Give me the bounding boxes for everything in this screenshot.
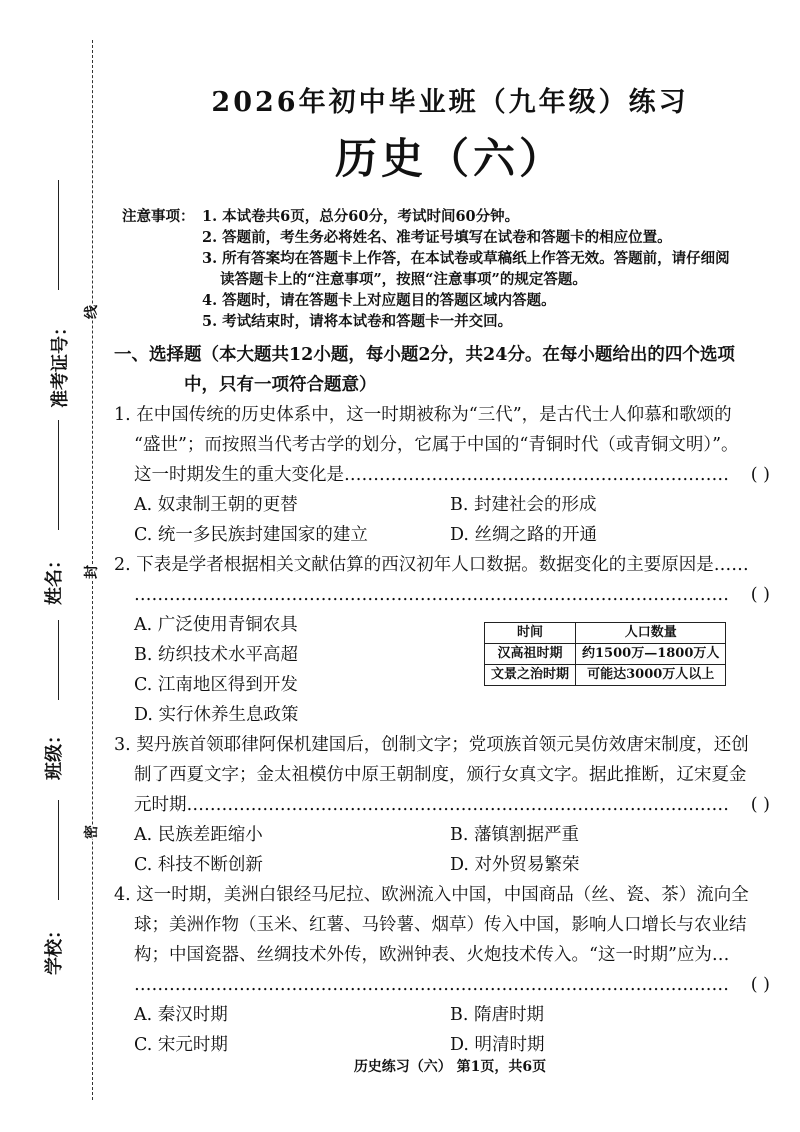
option-c: C. 江南地区得到开发	[134, 675, 298, 695]
section-heading	[114, 340, 782, 400]
school-label: 学校：	[44, 921, 65, 975]
name-line	[58, 420, 59, 530]
note-item: 5. 考试结束时，请将本试卷和答题卡一并交回。	[202, 313, 513, 330]
option-d: D. 实行休养生息政策	[134, 705, 299, 725]
note-item: 4. 答题时，请在答题卡上对应题目的答题区域内答题。	[202, 292, 556, 309]
question-text: …………………………………………………………………………………………	[134, 585, 729, 605]
table-row	[485, 644, 726, 665]
question-text: 2. 下表是学者根据相关文献估算的西汉初年人口数据。数据变化的主要原因是……	[114, 555, 749, 575]
table-cell: 约1500万—1800万人	[576, 644, 726, 665]
option-c: C. 宋元时期	[134, 1035, 228, 1055]
option-c: C. 科技不断创新	[134, 855, 263, 875]
note-item: 2. 答题前，考生务必将姓名、准考证号填写在试卷和答题卡的相应位置。	[202, 229, 672, 246]
exam-title: 2026年初中毕业班（九年级）练习	[211, 87, 689, 118]
answer-paren: ( )	[750, 795, 770, 815]
binding-margin	[0, 0, 110, 1132]
table-header: 时间	[485, 623, 576, 644]
answer-paren: ( )	[750, 975, 770, 995]
class-label: 班级：	[44, 726, 65, 780]
option-c: C. 统一多民族封建国家的建立	[134, 525, 368, 545]
subject-title: 历史（六）	[334, 134, 565, 183]
question-1	[114, 400, 782, 550]
table-cell: 文景之治时期	[485, 665, 576, 686]
population-table	[484, 622, 726, 686]
class-line	[58, 620, 59, 700]
page-footer: 历史练习（六） 第1页，共6页	[353, 1059, 547, 1075]
options	[114, 1000, 782, 1060]
option-a: A. 秦汉时期	[134, 1005, 228, 1025]
option-b: B. 隋唐时期	[450, 1005, 544, 1025]
question-text: 1. 在中国传统的历史体系中，这一时期被称为“三代”，是古代士人仰慕和歌颂的	[114, 405, 732, 425]
option-b: B. 藩镇割据严重	[450, 825, 579, 845]
option-a: A. 奴隶制王朝的更替	[134, 495, 298, 515]
question-2	[114, 550, 782, 730]
note-item: 1. 本试卷共6页，总分60分，考试时间60分钟。	[202, 208, 520, 225]
seal-mark-feng: 封	[79, 565, 103, 579]
option-a: A. 民族差距缩小	[134, 825, 263, 845]
name-label: 姓名：	[44, 551, 65, 605]
table-header: 人口数量	[576, 623, 726, 644]
note-item-continued: 读答题卡上的“注意事项”，按照“注意事项”的规定答题。	[220, 271, 587, 288]
answer-paren: ( )	[750, 585, 770, 605]
question-3	[114, 730, 782, 880]
question-text: 球；美洲作物（玉米、红薯、马铃薯、烟草）传入中国，影响人口增长与农业结	[134, 915, 747, 935]
option-b: B. 封建社会的形成	[450, 495, 597, 515]
table-row	[485, 665, 726, 686]
school-line	[58, 800, 59, 900]
option-d: D. 对外贸易繁荣	[450, 855, 580, 875]
exam-number-label: 准考证号：	[50, 318, 71, 408]
question-text: “盛世”；而按照当代考古学的划分，它属于中国的“青铜时代（或青铜文明）”。	[134, 435, 739, 455]
option-a: A. 广泛使用青铜农具	[134, 615, 298, 635]
question-text: …………………………………………………………………………………………	[134, 975, 729, 995]
notes-block	[122, 206, 782, 332]
options	[114, 820, 782, 880]
question-text: 元时期…………………………………………………………………………………	[134, 795, 729, 815]
notes-label: 注意事项：	[122, 208, 195, 225]
option-d: D. 丝绸之路的开通	[450, 525, 598, 545]
note-item: 3. 所有答案均在答题卡上作答，在本试卷或草稿纸上作答无效。答题前，请仔细阅	[202, 250, 730, 267]
question-area	[114, 340, 782, 1060]
question-text: 3. 契丹族首领耶律阿保机建国后，创制文字；党项族首领元昊仿效唐宋制度，还创	[114, 735, 749, 755]
table-cell: 汉高祖时期	[485, 644, 576, 665]
question-text: 4. 这一时期，美洲白银经马尼拉、欧洲流入中国，中国商品（丝、瓷、茶）流向全	[114, 885, 749, 905]
option-d: D. 明清时期	[450, 1035, 545, 1055]
seal-mark-xian: 线	[79, 305, 103, 319]
section-heading-line: 中，只有一项符合题意）	[184, 375, 377, 395]
seal-mark-mi: 密	[79, 825, 103, 839]
question-text: 这一时期发生的重大变化是…………………………………………………………	[134, 465, 729, 485]
exam-number-line	[58, 180, 59, 290]
options	[114, 490, 782, 550]
question-text: 制了西夏文字；金太祖模仿中原王朝制度，颁行女真文字。据此推断，辽宋夏金	[134, 765, 747, 785]
question-4	[114, 880, 782, 1060]
answer-paren: ( )	[750, 465, 770, 485]
question-text: 构；中国瓷器、丝绸技术外传，欧洲钟表、火炮技术传入。“这一时期”应为…	[134, 945, 730, 965]
section-heading-line: 一、选择题（本大题共12小题，每小题2分，共24分。在每小题给出的四个选项	[114, 345, 735, 365]
option-b: B. 纺织技术水平高超	[134, 645, 298, 665]
table-cell: 可能达3000万人以上	[576, 665, 726, 686]
